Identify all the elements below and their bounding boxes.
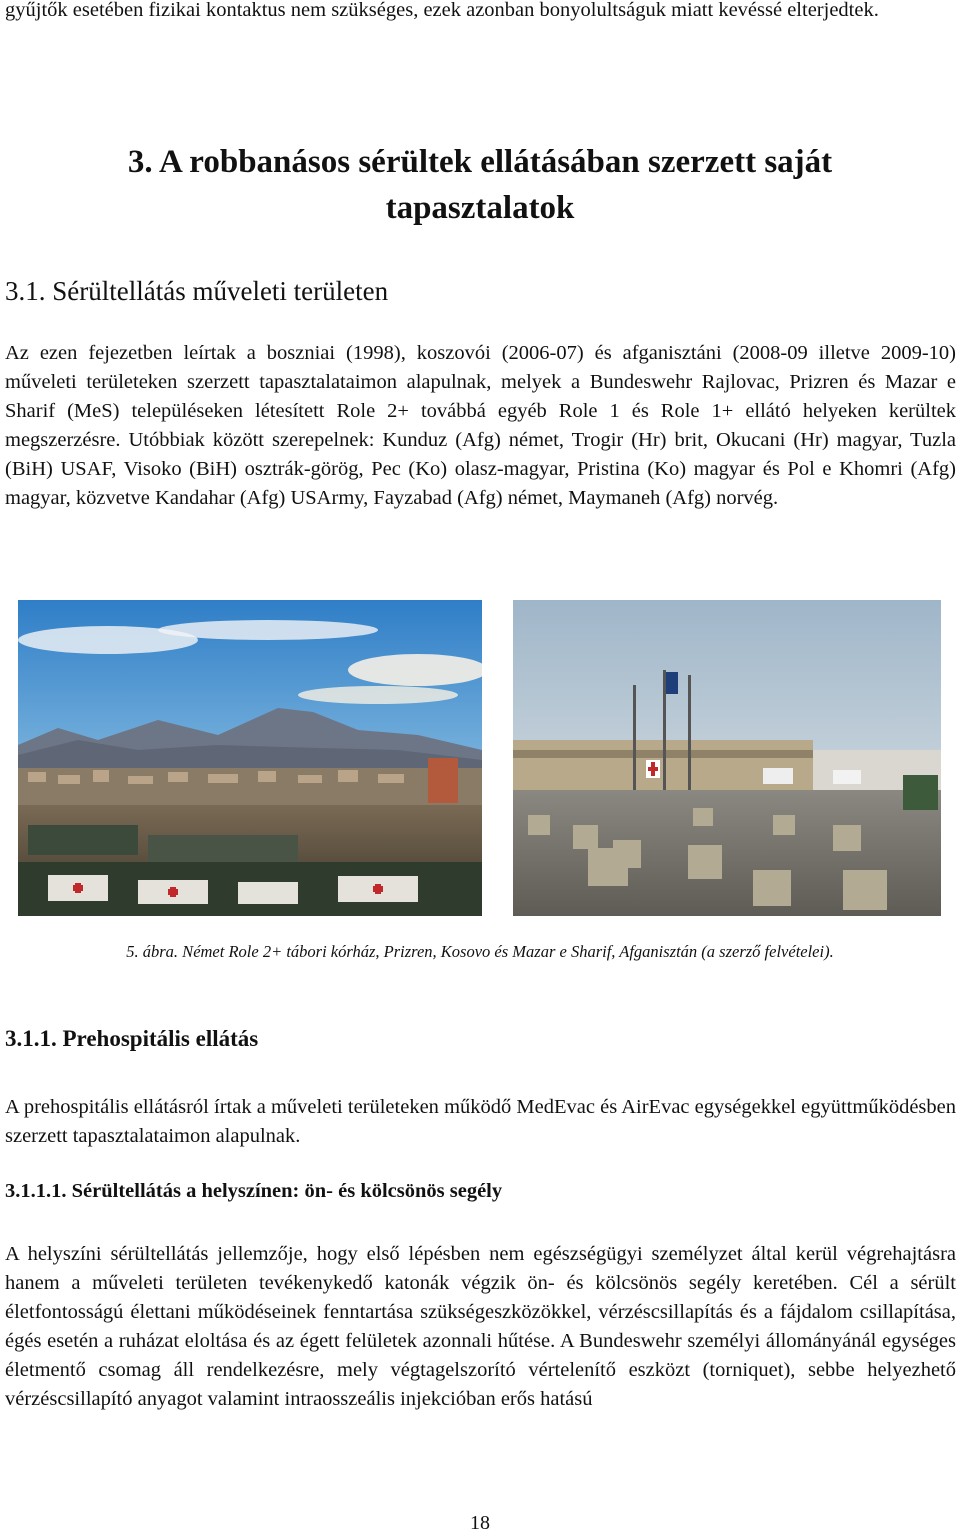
mazar-e-sharif-camp-photo xyxy=(513,600,941,916)
subsection-heading: 3.1.1. Prehospitális ellátás xyxy=(5,1026,259,1051)
subsubsection-paragraph-block xyxy=(5,1240,956,1414)
subsection-paragraph: A prehospitális ellátásról írtak a műveleti területeken működő MedEvac és AirEvac egységekkel együttműködésben szerzett tapasztalataimon alapulnak. xyxy=(5,1096,956,1147)
figure-caption: 5. ábra. Német Role 2+ tábori kórház, Prizren, Kosovo és Mazar e Sharif, Afganisztán (a szerző felvételei). xyxy=(126,942,834,961)
chapter-heading-line2: tapasztalatok xyxy=(385,190,575,226)
subsubsection-paragraph: A helyszíni sérültellátás jellemzője, hogy első lépésben nem egészségügyi személyzet által kerül végrehajtásra hanem a műveleti területen tevékenykedő katonák végzik ön- és kölcsönös segély keretében. Cél a sérült életfontosságú élettani működéseinek fenntartása szükségeszközökkel, vérzéscsillapítás és a fájdalom csillapítása, égés esetén a ruházat eloltása és az égett felületek azonnali hűtése. A Bundeswehr személyi állományánál egységes életmentő csomag áll rendelkezésre, mely végtagelszorító vértelenítő eszközt (torniquet), sebbe helyezhető vérzéscsillapító anyagot valamint intraosszeális injekcióban erős hatású xyxy=(5,1243,956,1410)
section-heading: 3.1. Sérültellátás műveleti területen xyxy=(5,276,389,306)
intro-paragraph: gyűjtők esetében fizikai kontaktus nem szükséges, ezek azonban bonyolultságuk miatt kevéssé elterjedtek. xyxy=(5,0,879,21)
page-number: 18 xyxy=(470,1512,490,1534)
subsection-heading-block xyxy=(5,1024,956,1054)
subsection-paragraph-block xyxy=(5,1093,956,1151)
prizren-camp-photo xyxy=(18,600,482,916)
subsubsection-heading: 3.1.1.1. Sérültellátás a helyszínen: ön- és kölcsönös segély xyxy=(5,1180,503,1202)
section-paragraph: Az ezen fejezetben leírtak a boszniai (1998), koszovói (2006-07) és afganisztáni (2008-09 illetve 2009-10) műveleti területeken szerzett tapasztalataimon alapulnak, melyek a Bundeswehr Rajlovac, Prizren és Mazar e Sharif (MeS) településeken létesített Role 2+ továbbá egyéb Role 1 és Role 1+ ellátó helyeken kerültek megszerzésre. Utóbbiak között szerepelnek: Kunduz (Afg) német, Trogir (Hr) brit, Okucani (Hr) magyar, Tuzla (BiH) USAF, Visoko (BiH) osztrák-görög, Pec (Ko) olasz-magyar, Pristina (Ko) magyar és Pol e Khomri (Afg) magyar, közvetve Kandahar (Afg) USArmy, Fayzabad (Afg) német, Maymaneh (Afg) norvég. xyxy=(5,342,956,509)
section-heading-block xyxy=(5,274,956,308)
section-paragraph-block xyxy=(5,339,956,513)
chapter-heading-line1: 3. A robbanásos sérültek ellátásában szerzett saját xyxy=(127,144,833,180)
intro-paragraph-block xyxy=(5,0,956,25)
subsubsection-heading-block xyxy=(5,1177,956,1205)
